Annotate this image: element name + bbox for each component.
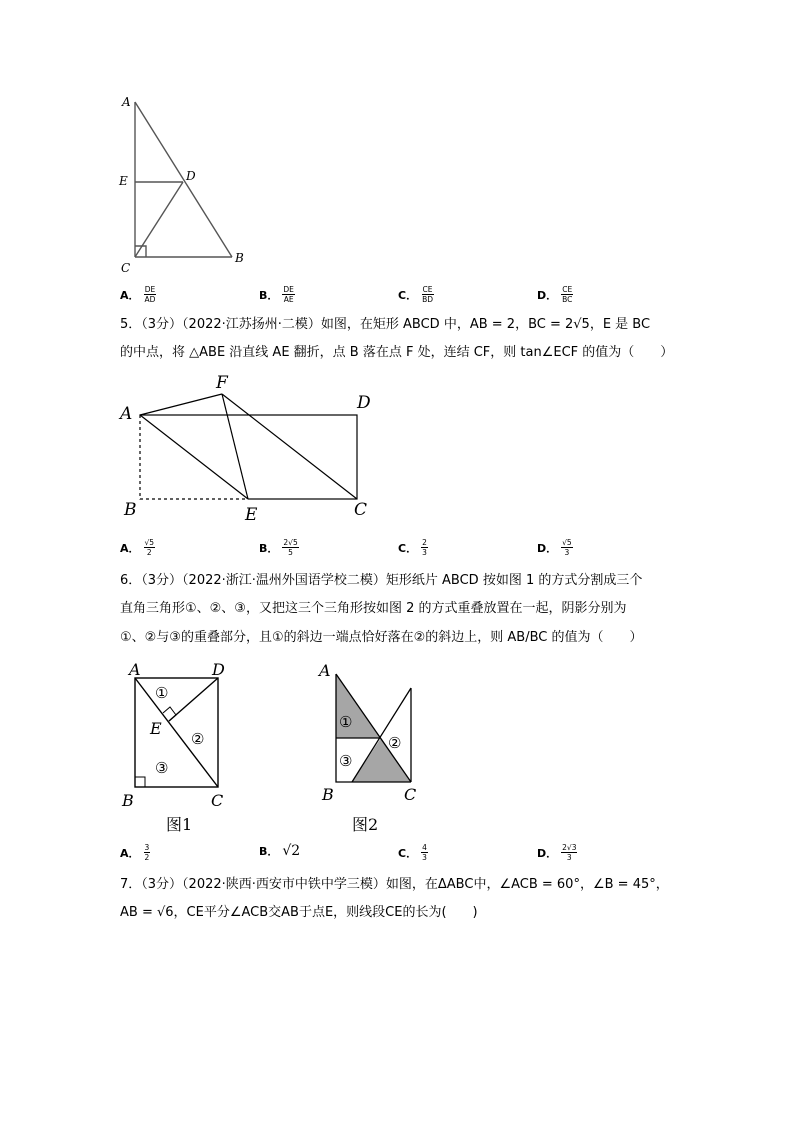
q4-option-d[interactable]: D． $\frac{CE}{BC}$ xyxy=(537,285,573,304)
label-c: C xyxy=(211,791,224,810)
q6-option-b[interactable]: B． √2 xyxy=(259,843,301,859)
label-a: A xyxy=(319,661,331,680)
q5-text-line1: 5．（3分）（2022·江苏扬州·二模）如图，在矩形 ABCD 中，AB = 2，BC = 2√5，E 是 BC xyxy=(120,317,651,332)
fraction: $\frac{2√5}{5}$ xyxy=(283,538,298,557)
q5-option-b[interactable]: B． $\frac{2√5}{5}$ xyxy=(259,538,298,557)
region-2-label: ② xyxy=(388,734,402,752)
segment-af xyxy=(140,394,222,415)
segment-de xyxy=(169,678,218,721)
q6-option-a[interactable]: A． $\frac{3}{2}$ xyxy=(120,843,150,862)
q5-figure xyxy=(115,368,385,523)
region-1-label: ① xyxy=(155,684,169,702)
q5-text-line2: 的中点，将 △ABE 沿直线 AE 翻折，点 B 落在点 F 处，连结 CF，则 tan∠ECF 的值为（ ） xyxy=(120,345,674,360)
figure-2-caption: 图2 xyxy=(352,815,379,834)
q4-option-a[interactable]: A． $\frac{DE}{AD}$ xyxy=(120,285,156,304)
q6-text-line2: 直角三角形①、②、③，又把这三个三角形按如图 2 的方式重叠放置在一起，阴影分别为 xyxy=(120,601,627,616)
label-c: C xyxy=(354,500,368,520)
fraction: $\frac{4}{3}$ xyxy=(422,843,427,862)
fraction: $\frac{DE}{AD}$ xyxy=(144,285,156,304)
label-b: B xyxy=(322,785,334,804)
sqrt-value: √2 xyxy=(282,843,301,859)
q6-figure-1 xyxy=(115,658,240,838)
q6-text-line1: 6．（3分）（2022·浙江·温州外国语学校二模）矩形纸片 ABCD 按如图 1 的方式分割成三个 xyxy=(120,573,643,588)
fraction: $\frac{√5}{3}$ xyxy=(562,538,572,557)
q4-option-c[interactable]: C． $\frac{CE}{BD}$ xyxy=(398,285,433,304)
label-e: E xyxy=(150,719,162,738)
q6-figure-2 xyxy=(310,656,425,838)
q6-option-d[interactable]: D． $\frac{2√3}{3}$ xyxy=(537,843,577,862)
label-b: B xyxy=(235,251,244,265)
label-a: A xyxy=(122,95,131,109)
q4-option-b[interactable]: B． $\frac{DE}{AE}$ xyxy=(259,285,294,304)
fraction: $\frac{√5}{2}$ xyxy=(144,538,155,557)
figure-1-caption: 图1 xyxy=(166,815,193,834)
right-angle-mark-e xyxy=(163,707,176,721)
q5-option-c[interactable]: C． $\frac{2}{3}$ xyxy=(398,538,427,557)
label-a: A xyxy=(120,404,133,424)
fraction: $\frac{2}{3}$ xyxy=(422,538,427,557)
q7-text-line2: AB = √6，CE平分∠ACB交AB于点E，则线段CE的长为( ) xyxy=(120,905,478,920)
shaded-region-2 xyxy=(352,738,411,782)
q5-option-d[interactable]: D． $\frac{√5}{3}$ xyxy=(537,538,572,557)
label-d: D xyxy=(212,660,225,679)
label-b: B xyxy=(122,791,134,810)
rect-abcd xyxy=(140,415,357,499)
diagonal-ac xyxy=(135,678,218,787)
label-e: E xyxy=(245,505,258,523)
label-b: B xyxy=(124,500,137,520)
q6-text-line3: ①、②与③的重叠部分，且①的斜边一端点恰好落在②的斜边上，则 AB/BC 的值为（ ） xyxy=(120,630,643,645)
fraction: $\frac{3}{2}$ xyxy=(144,843,150,862)
fraction: $\frac{DE}{AE}$ xyxy=(283,285,294,304)
region-3-label: ③ xyxy=(155,759,169,777)
label-f: F xyxy=(216,373,228,393)
label-c: C xyxy=(404,785,417,804)
region-1-label: ① xyxy=(339,713,353,731)
q6-option-c[interactable]: C． $\frac{4}{3}$ xyxy=(398,843,427,862)
segment-fc xyxy=(222,394,357,499)
label-d: D xyxy=(186,169,196,183)
label-d: D xyxy=(357,393,371,413)
fraction: $\frac{2√3}{3}$ xyxy=(562,843,577,862)
segment-fe xyxy=(222,394,248,499)
q5-option-a[interactable]: A． $\frac{√5}{2}$ xyxy=(120,538,155,557)
label-c: C xyxy=(121,261,131,275)
right-angle-mark-b xyxy=(135,777,145,787)
label-a: A xyxy=(129,660,141,679)
fraction: $\frac{CE}{BD}$ xyxy=(422,285,433,304)
label-e: E xyxy=(119,174,128,188)
segment-ae xyxy=(140,415,248,499)
q4-figure xyxy=(110,88,260,278)
q7-text-line1: 7．（3分）（2022·陕西·西安市中铁中学三模）如图，在ΔABC中，∠ACB = 60°，∠B = 45°， xyxy=(120,877,669,892)
region-3-label: ③ xyxy=(339,752,353,770)
fraction: $\frac{CE}{BC}$ xyxy=(562,285,573,304)
region-2-label: ② xyxy=(191,730,205,748)
